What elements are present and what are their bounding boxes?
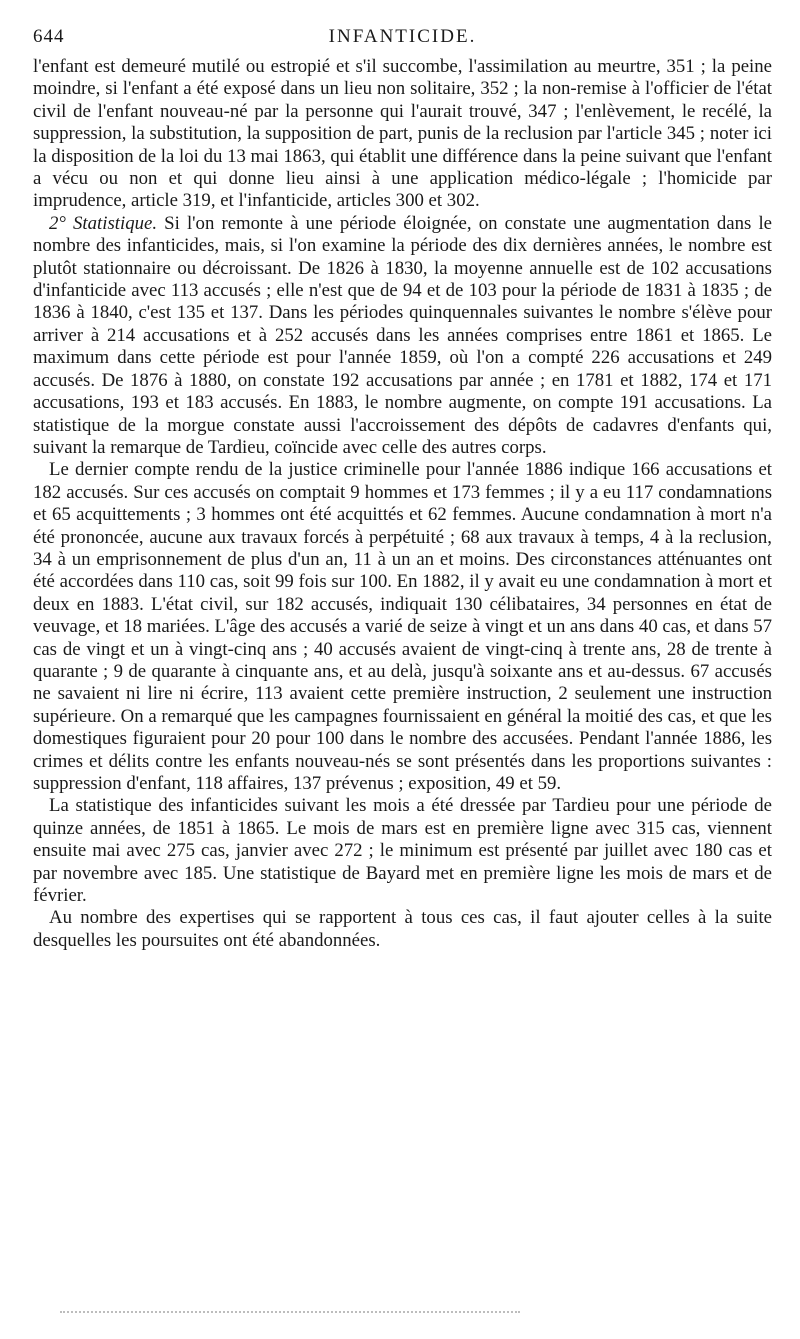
paragraph-text: La statistique des infanticides suivant les mois a été dressée par Tardieu pour une période de quinze années, de 1851 à 1865. Le mois de mars est en première ligne avec 315 cas, viennent ensuite mai avec 275 cas, janvier avec 272 ; le minimum est présenté par juillet avec 180 cas et par novembre avec 185. Une statistique de Bayard met en première ligne les mois de mars et de février. — [33, 795, 772, 907]
paragraph-penal-articles — [33, 56, 772, 213]
scan-artifact-line — [60, 1311, 520, 1313]
paragraph-statistique-mois — [33, 795, 772, 907]
body-text — [33, 56, 772, 952]
paragraph-text: Le dernier compte rendu de la justice criminelle pour l'année 1886 indique 166 accusations et 182 accusés. Sur ces accusés on comptait 9 hommes et 173 femmes ; il y a eu 117 condamnations et 65 acquittements ; 3 hommes ont été acquittés et 62 femmes. Aucune condamnation à mort n'a été prononcée, aucune aux travaux forcés à perpétuité ; 68 aux travaux à temps, 4 à la reclusion, 34 à un emprisonnement de plus d'un an, 11 à un an et moins. Des circonstances atténuantes ont été accordées dans 110 cas, soit 99 fois sur 100. En 1882, il y avait eu une condamnation à mort et deux en 1883. L'état civil, sur 182 accusés, indiquait 130 célibataires, 34 personnes en état de veuvage, et 18 mariées. L'âge des accusés a varié de seize à vingt et un ans dans 40 cas, et dans 57 cas de vingt et un à vingt-cinq ans ; 40 accusés avaient de vingt-cinq à trente ans, 28 de trente à quarante ; 9 de quarante à cinquante ans, et au delà, jusqu'à soixante ans et au-dessus. 67 accusés ne savaient ni lire ni écrire, 113 avaient cette première instruction, 2 seulement une instruction supérieure. On a remarqué que les campagnes fournissaient en général la moitié des cas, et que les domestiques figuraient pour 20 pour 100 dans le nombre des accusées. Pendant l'année 1886, les crimes et délits contre les enfants nouveau-nés se sont présentés dans les proportions suivantes : suppression d'enfant, 118 affaires, 137 prévenus ; exposition, 49 et 59. — [33, 459, 772, 794]
paragraph-compte-rendu-1886 — [33, 459, 772, 795]
running-head: INFANTICIDE. — [328, 26, 477, 47]
paragraph-text: Si l'on remonte à une période éloignée, on constate une augmentation dans le nombre des infanticides, mais, si l'on examine la période des dix dernières années, le nombre est plutôt stationnaire ou décroissant. De 1826 à 1830, la moyenne annuelle est de 102 accusations d'infanticide avec 113 accusés ; elle n'est que de 94 et de 103 pour la période de 1831 à 1835 ; de 1836 à 1840, c'est 135 et 137. Dans les périodes quinquennales suivantes le nombre s'élève pour arriver à 214 accusations et à 252 accusés dans les années comprises entre 1861 et 1865. Le maximum dans cette période est pour l'année 1859, où l'on a compté 226 accusations et 249 accusés. De 1876 à 1880, on constate 192 accusations par année ; en 1781 et 1882, 174 et 171 accusations, 193 et 183 accusés. En 1883, le nombre augmente, on compte 191 accusations. La statistique de la morgue constate aussi l'accroissement des dépôts de cadavres d'enfants qui, suivant la remarque de Tardieu, coïncide avec celle des autres corps. — [33, 212, 772, 458]
paragraph-statistique — [33, 213, 772, 459]
paragraph-expertises — [33, 907, 772, 952]
paragraph-text: l'enfant est demeuré mutilé ou estropié et s'il succombe, l'assimilation au meurtre, 351 ; la peine moindre, si l'enfant a été exposé dans un lieu non solitaire, 352 ; la non-remise à l'officier de l'état civil de l'enfant nouveau-né par la personne qui l'aurait trouvé, 347 ; l'enlèvement, le recélé, la suppression, la substitution, la supposition de part, punis de la reclusion par l'article 345 ; noter ici la disposition de la loi du 13 mai 1863, qui établit une différence dans la peine suivant que l'enfant a vécu ou non et qui donne lieu ainsi à une application médico-légale ; l'homicide par imprudence, article 319, et l'infanticide, articles 300 et 302. — [33, 56, 772, 212]
page-number: 644 — [33, 26, 65, 47]
page-header — [33, 26, 772, 50]
section-label: 2° Statistique. — [49, 212, 158, 234]
paragraph-text: Au nombre des expertises qui se rapportent à tous ces cas, il faut ajouter celles à la suite desquelles les poursuites ont été abandonnées. — [33, 907, 772, 951]
